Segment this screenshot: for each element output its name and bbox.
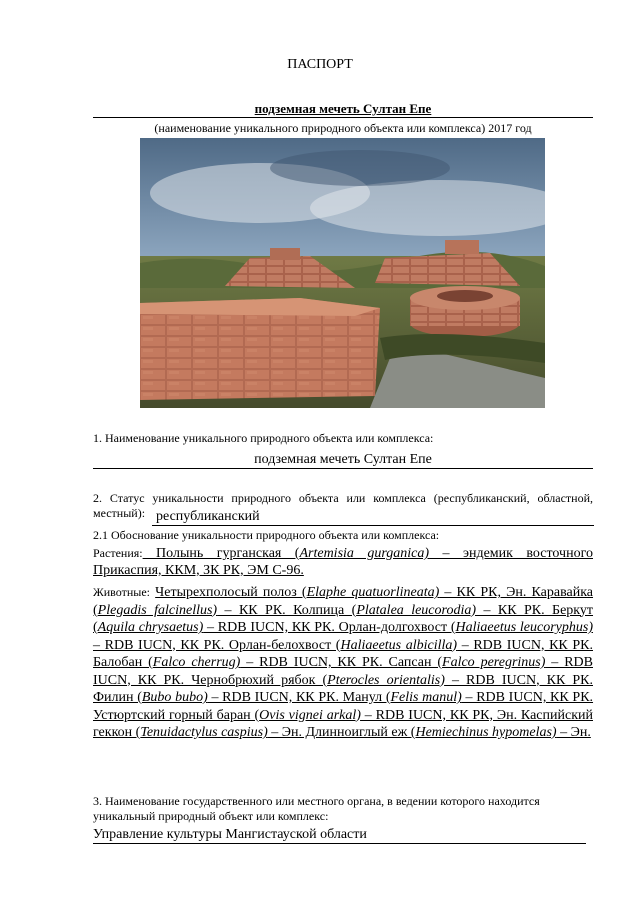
plants-label: Растения: [93,546,143,560]
species-text: – RDB IUCN, КК РК. Орлан-долгохвост ( [203,620,456,635]
species-text: – КК РК, Эн. Каравайка ( [93,585,594,618]
species-text: – КК РК. Беркут ( [93,602,594,635]
section-1-value: подземная мечеть Султан Епе [93,451,593,469]
plants-latin: Artemisia gurganica) [299,546,430,561]
species-latin-name: Falco peregrinus) [442,655,546,670]
object-name-caption: (наименование уникального природного объекта или комплекса) 2017 год [154,121,532,135]
species-text: – RDB IUCN, КК РК. Устюртский горный баран ( [93,690,594,723]
section-2-label: 2. Статус уникальности природного объекта или комплекса (республиканский, областной, местный): [93,491,593,520]
species-latin-name: Plegadis falcinellus) [97,602,218,618]
stone-ruins-image [140,138,545,408]
species-text: – RDB IUCN, КК РК. Филин ( [93,672,593,705]
section-1-label: 1. Наименование уникального природного объекта или комплекса: [93,431,434,445]
species-text: – RDB IUCN, КК РК. Чернобрюхий рябок ( [93,655,593,688]
species-text: – RDB IUCN, КК РК. Орлан-белохвост ( [93,637,341,653]
document-title: ПАСПОРТ [287,57,353,72]
species-text: – Эн. Длинноиглый еж ( [267,725,416,740]
animals-label: Животные: [93,585,150,599]
species-text: – RDB IUCN, КК РК. Сапсан ( [240,655,443,670]
section-2-1-label: 2.1 Обоснование уникальности природного объекта или комплекса: [93,528,440,542]
species-latin-name: Haliaeetus albicilla) [340,637,458,653]
species-text: – RDB IUCN, КК РК. Манул ( [207,690,391,705]
species-latin-name: Falco cherrug) [152,655,241,670]
species-latin-name: Ovis vignei arkal) [259,707,361,723]
plants-paragraph [93,545,593,579]
site-photo [140,138,545,408]
plants-text-b: – эндемик восточного Прикаспия, ККМ, ЗК РК, ЭМ С-96. [93,546,593,578]
species-latin-name: Elaphe quatuorlineata) [306,585,440,600]
species-text: – RDB IUCN, КК РК, Эн. Каспийский геккон ( [93,707,593,740]
species-text: – RDB IUCN, КК РК. Балобан ( [93,637,593,670]
species-latin-name: Hemiechinus hypomelas) [415,725,557,740]
section-2-value: республиканский [152,508,594,526]
species-text: – КК РК. Колпица ( [217,602,357,618]
species-latin-name: Haliaeetus leucoryphus) [455,620,593,635]
section-3-label: 3. Наименование государственного или местного органа, в ведении которого находится уникальный природный объект или комплекс: [93,794,540,823]
species-latin-name: Aquila chrysaetus) [97,620,204,635]
section-3-value: Управление культуры Мангистауской области [93,826,586,844]
species-latin-name: Bubo bubo) [141,690,208,705]
object-name: подземная мечеть Султан Епе [93,100,593,118]
species-latin-name: Pterocles orientalis) [327,672,445,688]
species-latin-name: Tenuidactylus caspius) [140,725,268,740]
species-latin-name: Platalea leucorodia) [356,602,477,618]
species-text: – Эн. [556,725,591,740]
species-latin-name: Felis manul) [390,690,462,705]
plants-text-a: Полынь гурганская ( [142,546,300,561]
animals-paragraph [93,584,593,742]
species-text: Четырехполосый полоз ( [155,585,307,600]
